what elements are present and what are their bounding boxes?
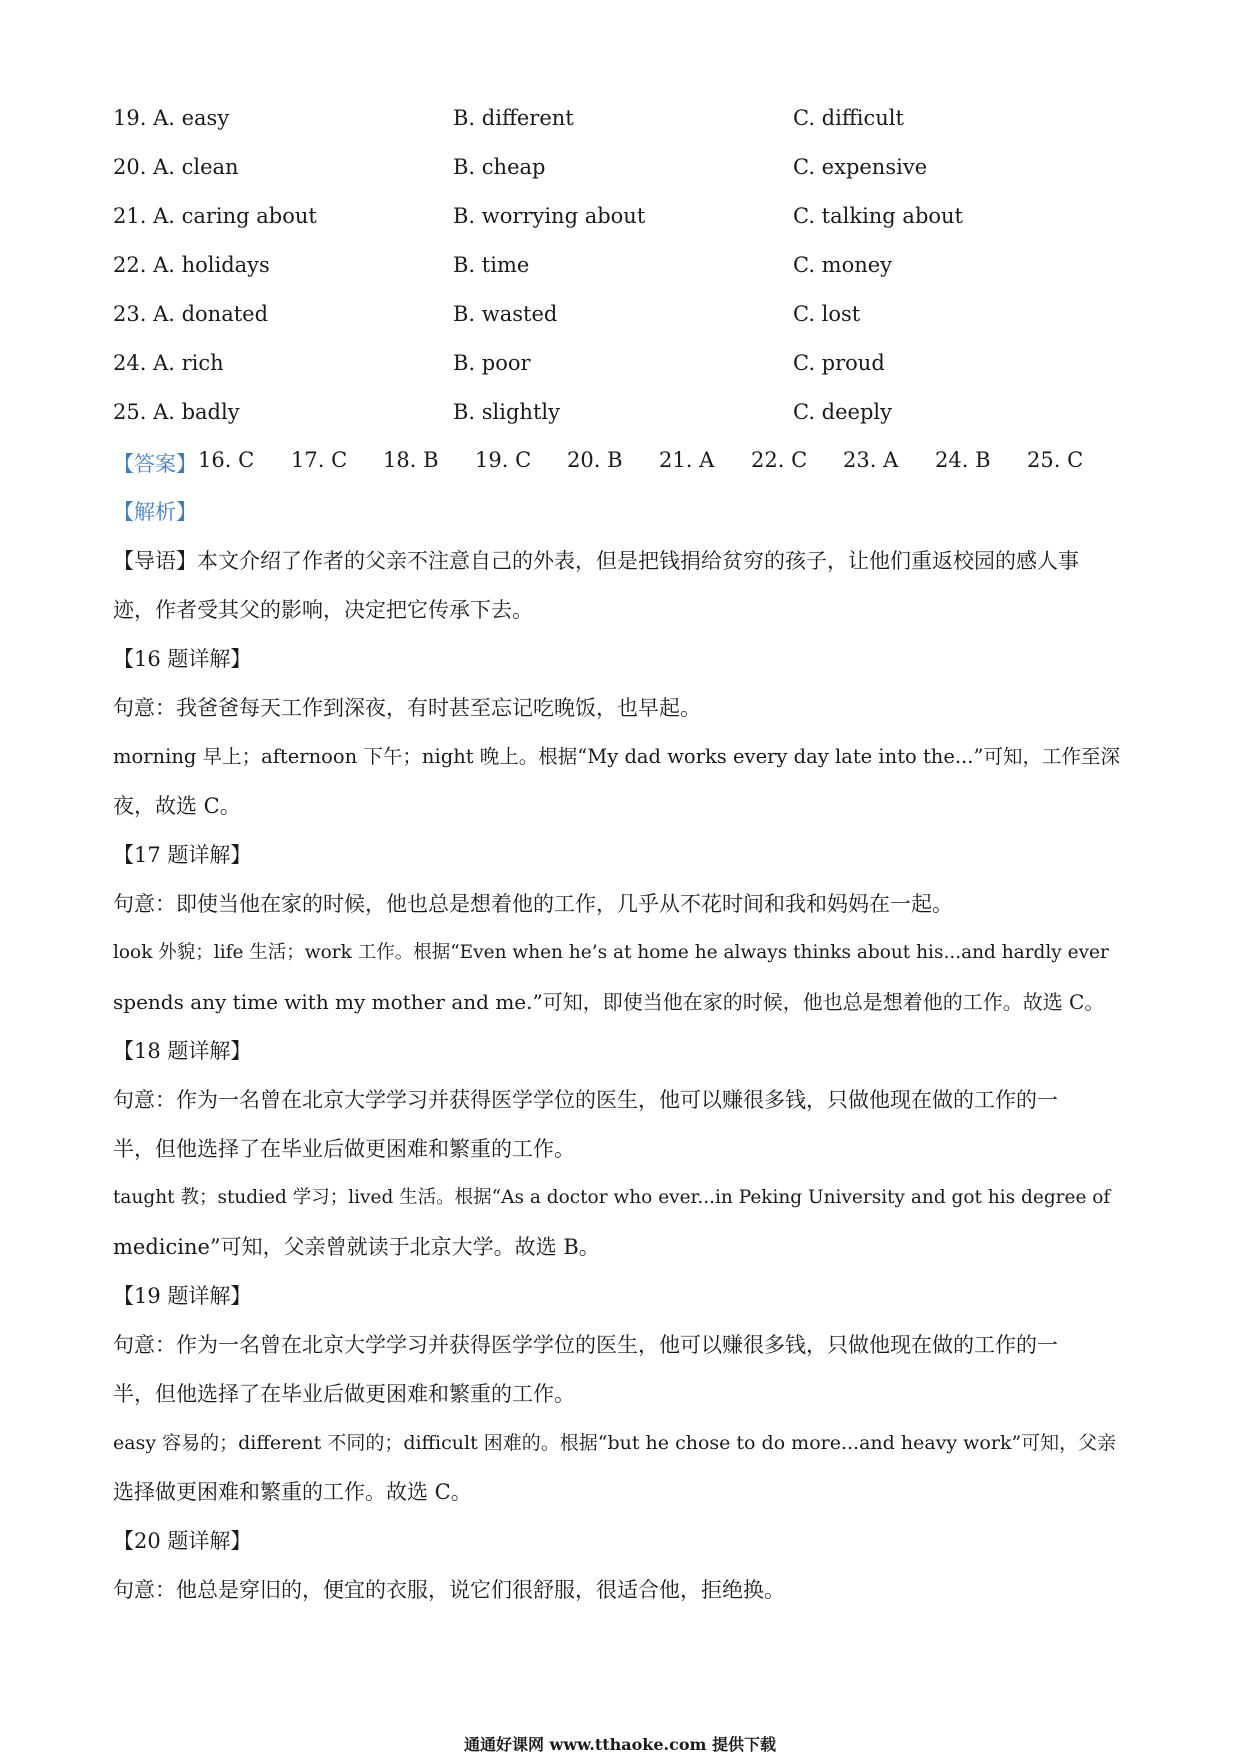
answer-row bbox=[113, 448, 1133, 478]
option-a: 25. A. badly bbox=[113, 400, 240, 424]
text-line: 句意：即使当他在家的时候，他也总是想着他的工作，几乎从不花时间和我和妈妈在一起。 bbox=[113, 892, 953, 916]
option-b: B. time bbox=[453, 253, 530, 277]
option-a: 19. A. easy bbox=[113, 106, 230, 130]
option-c: C. talking about bbox=[793, 204, 963, 228]
answer-item: 19. C bbox=[475, 448, 532, 472]
option-c: C. proud bbox=[793, 351, 885, 375]
answer-item: 18. B bbox=[383, 448, 439, 472]
text-line: 句意：他总是穿旧的，便宜的衣服，说它们很舒服，很适合他，拒绝换。 bbox=[113, 1578, 785, 1602]
option-c: C. expensive bbox=[793, 155, 928, 179]
footer-text: 通通好课网 www.tthaoke.com 提供下载 bbox=[463, 1735, 777, 1754]
option-row bbox=[113, 204, 1133, 234]
option-c: C. money bbox=[793, 253, 893, 277]
section-heading: 【18 题详解】 bbox=[113, 1039, 252, 1063]
option-a: 22. A. holidays bbox=[113, 253, 270, 277]
option-b: B. different bbox=[453, 106, 574, 130]
text-line: taught 教；studied 学习；lived 生活。根据“As a doctor who ever...in Peking University and got his degree of bbox=[113, 1187, 1111, 1208]
text-line: 句意：作为一名曾在北京大学学习并获得医学学位的医生，他可以赚很多钱，只做他现在做的工作的一 bbox=[113, 1333, 1058, 1357]
option-row bbox=[113, 302, 1133, 332]
option-c: C. lost bbox=[793, 302, 861, 326]
option-row bbox=[113, 253, 1133, 283]
text-line: 选择做更困难和繁重的工作。故选 C。 bbox=[113, 1480, 472, 1504]
option-a: 23. A. donated bbox=[113, 302, 269, 326]
answer-item: 22. C bbox=[751, 448, 808, 472]
option-a: 24. A. rich bbox=[113, 351, 224, 375]
option-a: 21. A. caring about bbox=[113, 204, 317, 228]
text-line: easy 容易的；different 不同的；difficult 困难的。根据“but he chose to do more...and heavy work”可知，父亲 bbox=[113, 1432, 1117, 1454]
answer-item: 17. C bbox=[291, 448, 348, 472]
answer-item: 21. A bbox=[659, 448, 715, 472]
text-line: 夜，故选 C。 bbox=[113, 794, 241, 818]
option-row bbox=[113, 106, 1133, 136]
option-b: B. cheap bbox=[453, 155, 546, 179]
text-line: spends any time with my mother and me.”可知，即使当他在家的时候，他也总是想着他的工作。故选 C。 bbox=[113, 990, 1105, 1014]
text-line: medicine”可知，父亲曾就读于北京大学。故选 B。 bbox=[113, 1235, 600, 1259]
analysis-label: 【解析】 bbox=[113, 500, 197, 524]
option-row bbox=[113, 351, 1133, 381]
section-heading: 【17 题详解】 bbox=[113, 843, 252, 867]
answer-item: 20. B bbox=[567, 448, 623, 472]
option-b: B. wasted bbox=[453, 302, 558, 326]
option-c: C. deeply bbox=[793, 400, 892, 424]
text-line: morning 早上；afternoon 下午；night 晚上。根据“My dad works every day late into the...”可知，工作至深 bbox=[113, 745, 1120, 768]
option-row bbox=[113, 400, 1133, 430]
option-c: C. difficult bbox=[793, 106, 904, 130]
text-line: 句意：我爸爸每天工作到深夜，有时甚至忘记吃晚饭，也早起。 bbox=[113, 696, 701, 720]
text-line: 半，但他选择了在毕业后做更困难和繁重的工作。 bbox=[113, 1382, 575, 1406]
text-line: 半，但他选择了在毕业后做更困难和繁重的工作。 bbox=[113, 1137, 575, 1161]
option-b: B. poor bbox=[453, 351, 531, 375]
option-b: B. worrying about bbox=[453, 204, 646, 228]
answer-item: 16. C bbox=[198, 448, 255, 472]
answer-item: 25. C bbox=[1027, 448, 1084, 472]
option-row bbox=[113, 155, 1133, 185]
section-heading: 【16 题详解】 bbox=[113, 647, 252, 671]
option-b: B. slightly bbox=[453, 400, 560, 424]
answer-label: 【答案】 bbox=[113, 452, 197, 476]
intro-line: 迹，作者受其父的影响，决定把它传承下去。 bbox=[113, 598, 533, 622]
text-line: look 外貌；life 生活；work 工作。根据“Even when he’s at home he always thinks about his...and hardly ever bbox=[113, 942, 1109, 963]
text-line: 句意：作为一名曾在北京大学学习并获得医学学位的医生，他可以赚很多钱，只做他现在做的工作的一 bbox=[113, 1088, 1058, 1112]
section-heading: 【20 题详解】 bbox=[113, 1529, 252, 1553]
answer-item: 23. A bbox=[843, 448, 899, 472]
intro-line: 【导语】本文介绍了作者的父亲不注意自己的外表，但是把钱捐给贫穷的孩子，让他们重返校园的感人事 bbox=[113, 549, 1079, 573]
answer-item: 24. B bbox=[935, 448, 991, 472]
option-a: 20. A. clean bbox=[113, 155, 239, 179]
section-heading: 【19 题详解】 bbox=[113, 1284, 252, 1308]
